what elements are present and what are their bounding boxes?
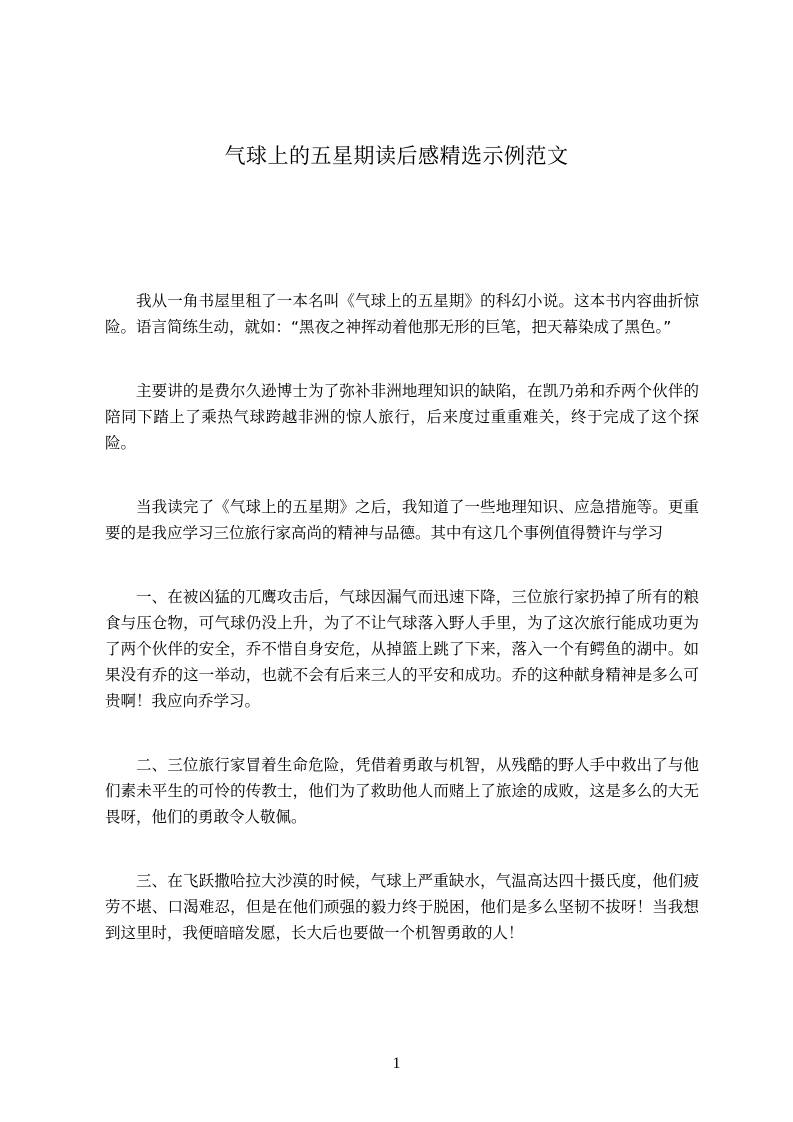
page-title: 气球上的五星期读后感精选示例范文 xyxy=(224,144,569,168)
paragraph-example-three: 三、在飞跃撒哈拉大沙漠的时候，气球上严重缺水，气温高达四十摄氏度，他们疲劳不堪、口渴难忍，但是在他们顽强的毅力终于脱困，他们是多么坚韧不拔呀！当我想到这里时，我便暗暗发愿，长大后也要做一个机智勇敢的人！ xyxy=(105,872,699,942)
paragraph-intro: 我从一角书屋里租了一本名叫《气球上的五星期》的科幻小说。这本书内容曲折惊险。语言简练生动，就如：“黑夜之神挥动着他那无形的巨笔，把天幕染成了黑色。” xyxy=(105,292,699,336)
paragraph-reflection: 当我读完了《气球上的五星期》之后，我知道了一些地理知识、应急措施等。更重要的是我应学习三位旅行家高尚的精神与品德。其中有这几个事例值得赞许与学习 xyxy=(105,498,699,542)
paragraph-example-one: 一、在被凶猛的兀鹰攻击后，气球因漏气而迅速下降，三位旅行家扔掉了所有的粮食与压仓物，可气球仍没上升，为了不让气球落入野人手里，为了这次旅行能成功更为了两个伙伴的安全，乔不惜自身安危，从掉篮上跳了下来，落入一个有鳄鱼的湖中。如果没有乔的这一举动，也就不会有后来三人的平安和成功。乔的这种献身精神是多么可贵啊！我应向乔学习。 xyxy=(105,588,699,710)
paragraph-summary: 主要讲的是费尔久逊博士为了弥补非洲地理知识的缺陷，在凯乃弟和乔两个伙伴的陪同下踏上了乘热气球跨越非洲的惊人旅行，后来度过重重难关，终于完成了这个探险。 xyxy=(105,382,699,452)
document-body xyxy=(105,288,699,984)
paragraph-example-two: 二、三位旅行家冒着生命危险，凭借着勇敢与机智，从残酷的野人手中救出了与他们素未平生的可怜的传教士，他们为了救助他人而赌上了旅途的成败，这是多么的大无畏呀，他们的勇敢令人敬佩。 xyxy=(105,756,699,826)
page-number: 1 xyxy=(392,1055,401,1072)
